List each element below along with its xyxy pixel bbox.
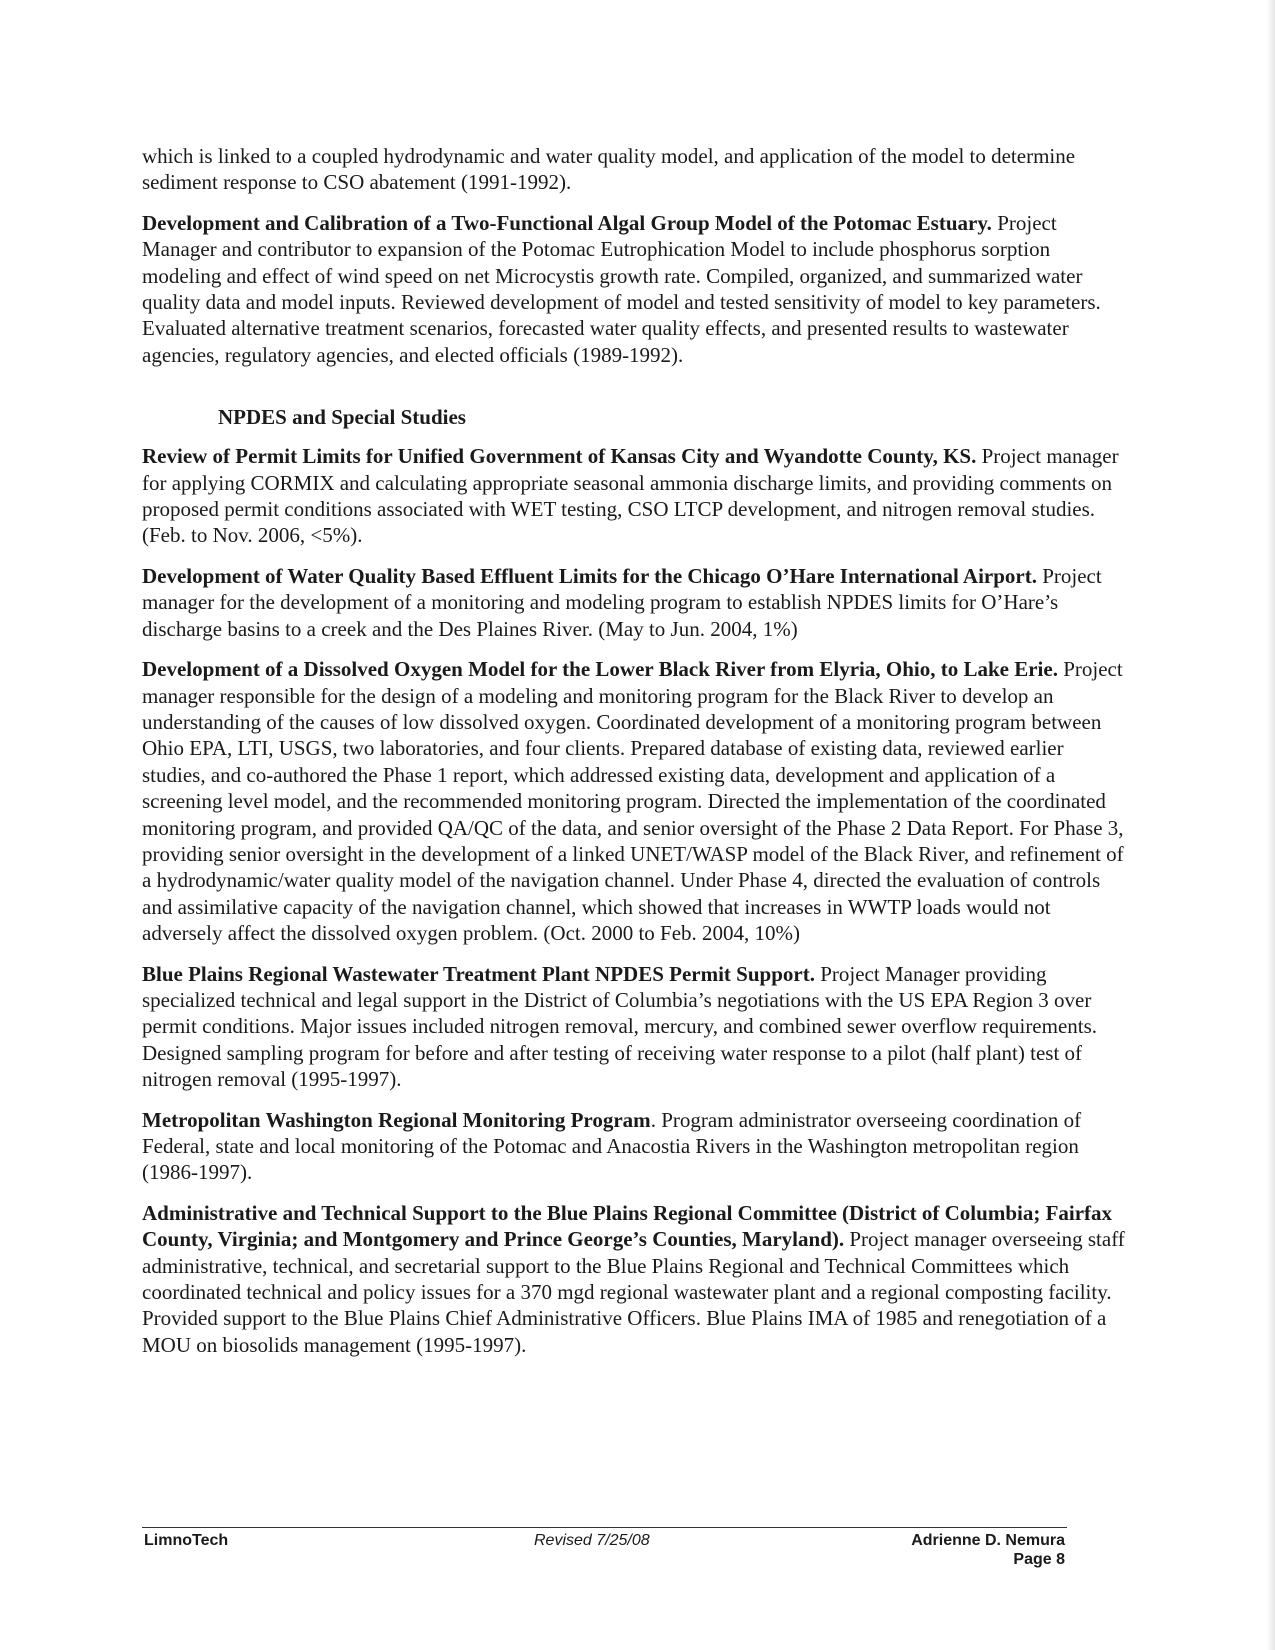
paragraph-title: Metropolitan Washington Regional Monitoring Program [142, 1107, 651, 1132]
paragraph-body: Project manager for the development of a monitoring and modeling program to establish NPDES limits for O’Hare’s discharge basins to a creek and the Des Plaines River. (May to Jun. 2004, 1%) [142, 563, 1102, 641]
footer-revised-date: Revised 7/25/08 [534, 1532, 650, 1549]
project-entry-ohare-effluent-limits [142, 563, 1127, 642]
paragraph-title: Blue Plains Regional Wastewater Treatment Plant NPDES Permit Support. [142, 961, 815, 986]
project-entry-washington-monitoring [142, 1107, 1127, 1186]
footer-author-block [911, 1531, 1065, 1569]
paragraph-body: Project Manager and contributor to expansion of the Potomac Eutrophication Model to include phosphorus sorption modeling and effect of wind speed on net Microcystis growth rate. Compiled, organized, and summarized water quality data and model inputs. Reviewed development of model and tested sensitivity of model to key parameters. Evaluated alternative treatment scenarios, forecasted water quality effects, and presented results to wastewater agencies, regulatory agencies, and elected officials (1989-1992). [142, 210, 1101, 367]
paragraph-title: Development of a Dissolved Oxygen Model for the Lower Black River from Elyria, Ohio, to Lake Erie. [142, 657, 1058, 682]
continued-paragraph [142, 143, 1127, 196]
section-heading: NPDES and Special Studies [218, 405, 466, 430]
project-entry-blue-plains-committee [142, 1200, 1127, 1358]
paragraph-body: which is linked to a coupled hydrodynamic and water quality model, and application of the model to determine sediment response to CSO abatement (1991-1992). [142, 144, 1076, 195]
page-footer [142, 1527, 1067, 1577]
paragraph-title: Development and Calibration of a Two-Functional Algal Group Model of the Potomac Estuary. [142, 210, 992, 235]
footer-page-number: Page 8 [1013, 1551, 1065, 1568]
document-body [142, 143, 1127, 1372]
paragraph-body: Project manager for applying CORMIX and calculating appropriate seasonal ammonia discharge limits, and providing comments on proposed permit conditions associated with WET testing, CSO LTCP development, and nitrogen removal studies. (Feb. to Nov. 2006, <5%). [142, 444, 1119, 548]
footer-company: LimnoTech [144, 1532, 229, 1549]
paragraph-body: Project manager overseeing staff administrative, technical, and secretarial support to the Blue Plains Regional and Technical Committees which coordinated technical and policy issues for a 370 mgd regional wastewater plant and a regional composting facility. Provided support to the Blue Plains Chief Administrative Officers. Blue Plains IMA of 1985 and renegotiation of a MOU on biosolids management (1995-1997). [142, 1227, 1125, 1357]
paragraph-title: Review of Permit Limits for Unified Government of Kansas City and Wyandotte County, KS. [142, 444, 977, 469]
paragraph-title: Administrative and Technical Support to the Blue Plains Regional Committee (District of Columbia; Fairfax County, Virginia; and Montgomery and Prince George’s Counties, Maryland). [142, 1200, 1113, 1252]
footer-author: Adrienne D. Nemura [911, 1532, 1065, 1549]
page-edge-shadow [1267, 0, 1275, 1650]
project-entry-black-river-do-model [142, 656, 1127, 946]
paragraph-body: Project manager responsible for the design of a modeling and monitoring program for the Black River to develop an understanding of the causes of low dissolved oxygen. Coordinated development of a monitoring program between Ohio EPA, LTI, USGS, two laboratories, and four clients. Prepared database of existing data, reviewed earlier studies, and co-authored the Phase 1 report, which addressed existing data, development and application of a screening level model, and the recommended monitoring program. Directed the implementation of the coordinated monitoring program, and provided QA/QC of the data, and senior oversight of the Phase 2 Data Report. For Phase 3, providing senior oversight in the development of a linked UNET/WASP model of the Black River, and refinement of a hydrodynamic/water quality model of the navigation channel. Under Phase 4, directed the evaluation of controls and assimilative capacity of the navigation channel, which showed that increases in WWTP loads would not adversely affect the dissolved oxygen problem. (Oct. 2000 to Feb. 2004, 10%) [142, 657, 1124, 946]
project-entry-kansas-city-permit [142, 443, 1127, 549]
paragraph-body: Project Manager providing specialized technical and legal support in the District of Columbia’s negotiations with the US EPA Region 3 over permit conditions. Major issues included nitrogen removal, mercury, and combined sewer overflow requirements. Designed sampling program for before and after testing of receiving water response to a pilot (half plant) test of nitrogen removal (1995-1997). [142, 961, 1098, 1092]
paragraph-body: . Program administrator overseeing coordination of Federal, state and local monitoring of the Potomac and Anacostia Rivers in the Washington metropolitan region (1986-1997). [142, 1107, 1082, 1185]
project-entry-potomac-algal-model [142, 210, 1127, 368]
paragraph-title: Development of Water Quality Based Effluent Limits for the Chicago O’Hare International Airport. [142, 563, 1037, 588]
project-entry-blue-plains-npdes [142, 961, 1127, 1093]
